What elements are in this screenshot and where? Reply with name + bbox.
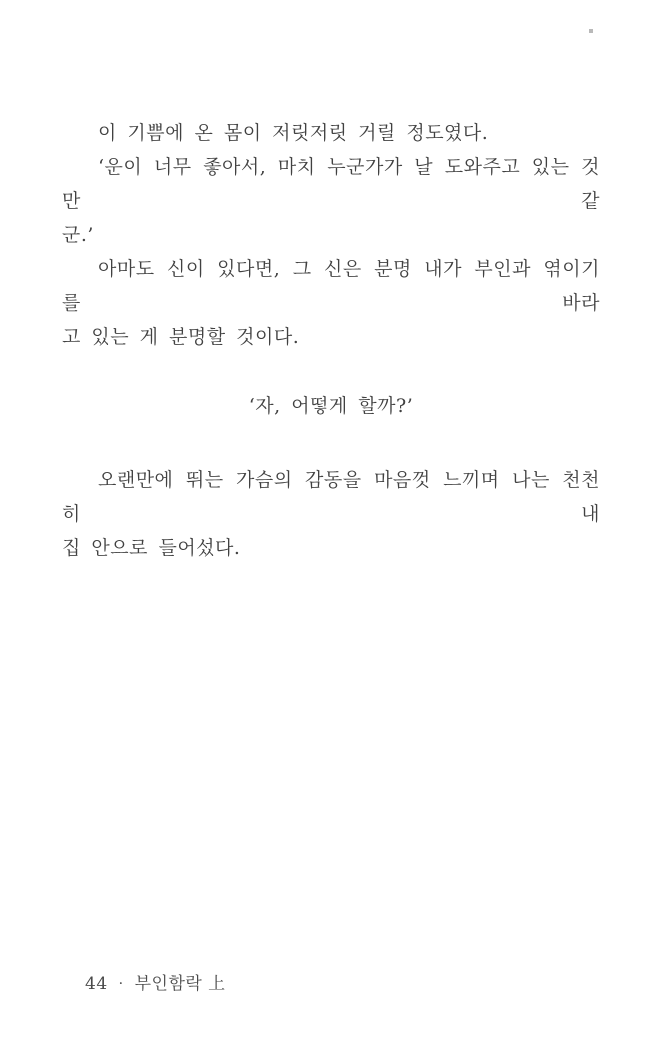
paragraph-line: 고 있는 게 분명할 것이다. (62, 326, 300, 348)
page-text-block (62, 116, 600, 565)
paragraph-line: 아마도 신이 있다면, 그 신은 분명 내가 부인과 엮이기를 바라 (62, 258, 600, 314)
inline-quote: ‘자, 어떻게 할까?’ (248, 395, 414, 417)
paragraph-line: 군.’ (62, 224, 94, 246)
page-footer (85, 972, 226, 996)
book-title: 부인함락 上 (134, 974, 226, 994)
paragraph-line: 집 안으로 들어섰다. (62, 537, 241, 559)
paragraph-line: ‘운이 너무 좋아서, 마치 누군가가 날 도와주고 있는 것만 같 (62, 156, 600, 212)
paragraph-line: 이 기쁨에 온 몸이 저릿저릿 거릴 정도였다. (98, 122, 489, 144)
footer-separator-dot: · (118, 976, 124, 992)
paragraph-line: 오랜만에 뛰는 가슴의 감동을 마음껏 느끼며 나는 천천히 내 (62, 469, 600, 525)
scan-speck-artifact (589, 29, 593, 33)
page-number: 44 (85, 974, 108, 994)
